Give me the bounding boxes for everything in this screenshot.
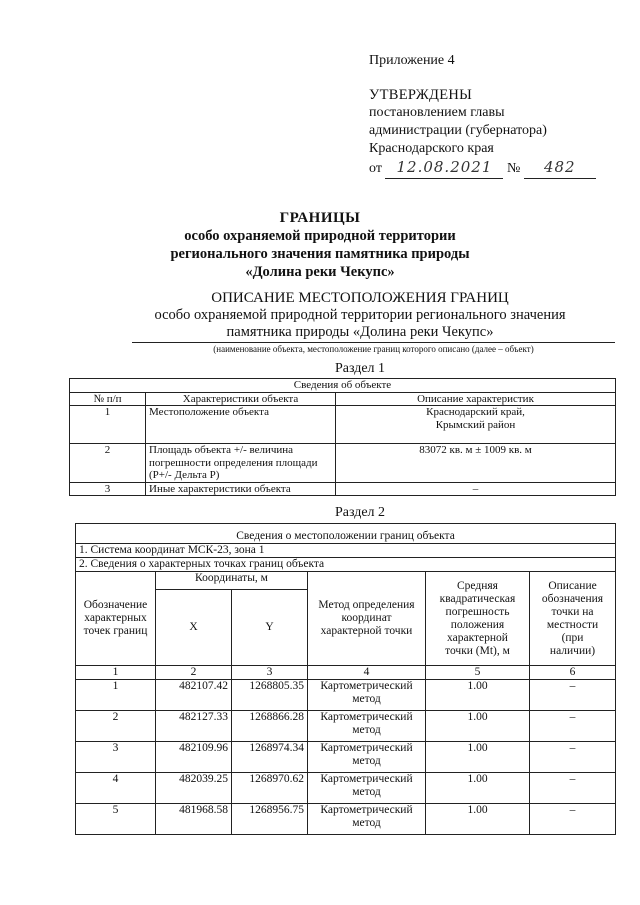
point-x: 482039.25: [156, 773, 232, 804]
row-value-line-1: Краснодарский край,: [426, 406, 525, 418]
point-error: 1.00: [426, 804, 530, 835]
point-x: 482127.33: [156, 711, 232, 742]
table-row: [76, 773, 616, 804]
header-descr-line-4: местности: [546, 618, 599, 631]
description-line-3: памятника природы «Долина реки Чекупс»: [226, 324, 494, 340]
row-characteristic-line-2: погрешности определения площади: [149, 456, 318, 469]
object-info-table: [69, 378, 616, 496]
header-error-line-2: квадратическая: [439, 592, 516, 605]
row-characteristic: Иные характеристики объекта: [146, 482, 336, 496]
approval-line-3: Краснодарского края: [369, 141, 494, 156]
row-value-line-2: Крымский район: [435, 418, 516, 431]
approval-line-2: администрации (губернатора): [369, 123, 547, 138]
row-value: –: [336, 482, 616, 496]
point-method: [308, 773, 426, 804]
table-title-row: [70, 379, 616, 393]
header-error: [426, 572, 530, 666]
row-characteristic: Местоположение объекта: [146, 406, 336, 444]
col-number-1: 1: [76, 666, 156, 680]
point-description: –: [530, 773, 616, 804]
description-line-2: особо охраняемой природной территории регионального значения: [154, 307, 566, 323]
point-method-line-2: метод: [352, 755, 381, 767]
row-value: 83072 кв. м ± 1009 кв. м: [336, 444, 616, 483]
point-id: 3: [76, 742, 156, 773]
point-x: 481968.58: [156, 804, 232, 835]
table-row: [76, 680, 616, 711]
points-title: 2. Сведения о характерных точках границ объекта: [76, 558, 616, 572]
point-error: 1.00: [426, 680, 530, 711]
point-method: [308, 804, 426, 835]
header-method: [308, 572, 426, 666]
section-2-heading: Раздел 2: [334, 505, 386, 520]
column-numbers-row: [76, 666, 616, 680]
point-method-line-2: метод: [352, 724, 381, 736]
point-id: 4: [76, 773, 156, 804]
point-method-line-2: метод: [352, 786, 381, 798]
point-y: 1268970.62: [232, 773, 308, 804]
description-line-1: ОПИСАНИЕ МЕСТОПОЛОЖЕНИЯ ГРАНИЦ: [211, 290, 509, 306]
point-method: [308, 680, 426, 711]
header-method-line-1: Метод определения: [318, 599, 415, 611]
col-number-5: 5: [426, 666, 530, 680]
header-designation-line-1: Обозначение: [83, 599, 148, 611]
point-method-line-2: метод: [352, 693, 381, 705]
point-description: –: [530, 742, 616, 773]
point-description: –: [530, 711, 616, 742]
header-designation-line-2: характерных: [84, 612, 147, 624]
table-row: [76, 742, 616, 773]
header-x: X: [156, 590, 232, 666]
header-designation-line-3: точек границ: [83, 625, 148, 637]
description-block: [80, 290, 640, 341]
coordinate-system-row: [76, 544, 616, 558]
table-header-row: [70, 392, 616, 406]
table-row: [70, 406, 616, 444]
row-characteristic-line-1: Площадь объекта +/- величина: [149, 444, 294, 456]
description-underline: [132, 342, 615, 343]
header-method-line-2: координат: [341, 612, 392, 624]
row-value: [336, 406, 616, 444]
header-error-line-4: положения: [450, 618, 505, 631]
date-value: 12.08.2021: [396, 158, 493, 176]
header-designation: [76, 572, 156, 666]
header-descr-line-5: (при: [561, 631, 584, 644]
point-y: 1268956.75: [232, 804, 308, 835]
point-id: 5: [76, 804, 156, 835]
point-x: 482107.42: [156, 680, 232, 711]
header-method-line-3: характерной точки: [320, 625, 413, 637]
point-method-line-2: метод: [352, 817, 381, 829]
point-method-line-1: Картометрический: [320, 680, 413, 692]
header-error-line-3: погрешность: [445, 605, 510, 618]
boundary-info-title: Сведения о местоположении границ объекта: [76, 524, 616, 544]
point-method-line-1: Картометрический: [320, 773, 413, 785]
header-descr-line-6: наличии): [549, 644, 596, 657]
section-1-heading: Раздел 1: [334, 361, 386, 376]
point-method: [308, 742, 426, 773]
point-id: 2: [76, 711, 156, 742]
point-description: –: [530, 680, 616, 711]
col-number-2: 2: [156, 666, 232, 680]
number-value: 482: [543, 158, 576, 176]
point-description: –: [530, 804, 616, 835]
row-number: 1: [70, 406, 146, 444]
header-descr-line-1: Описание: [548, 579, 597, 592]
description-note: (наименование объекта, местоположение границ которого описано (далее – объект): [213, 344, 534, 354]
approval-date-line: [369, 158, 596, 179]
point-method-line-1: Картометрический: [320, 742, 413, 754]
from-label: от: [369, 161, 382, 176]
number-label: №: [506, 161, 521, 176]
table-title-row: [76, 524, 616, 544]
approved-label: УТВЕРЖДЕНЫ: [369, 87, 473, 103]
table-row: [76, 711, 616, 742]
row-characteristic-line-3: (Р+/- Дельта Р): [149, 469, 220, 481]
coordinate-system: 1. Система координат МСК-23, зона 1: [76, 544, 616, 558]
header-error-line-6: точки (Mt), м: [445, 644, 510, 657]
point-x: 482109.96: [156, 742, 232, 773]
table-row: [70, 482, 616, 496]
header-coordinates: Координаты, м: [156, 572, 308, 590]
title-line-4: «Долина реки Чекупс»: [245, 264, 395, 280]
point-method-line-1: Картометрический: [320, 711, 413, 723]
title-line-3: регионального значения памятника природы: [170, 246, 470, 262]
table-row: [76, 804, 616, 835]
row-number: 2: [70, 444, 146, 483]
header-y: Y: [232, 590, 308, 666]
object-info-title: Сведения об объекте: [70, 379, 616, 393]
document-title: [0, 209, 640, 281]
appendix-label: Приложение 4: [369, 53, 455, 68]
point-error: 1.00: [426, 773, 530, 804]
point-id: 1: [76, 680, 156, 711]
point-y: 1268805.35: [232, 680, 308, 711]
point-y: 1268866.28: [232, 711, 308, 742]
header-error-line-5: характерной: [447, 631, 508, 644]
header-descr-line-3: точки на: [551, 605, 594, 618]
col-number-4: 4: [308, 666, 426, 680]
point-error: 1.00: [426, 742, 530, 773]
col-number-6: 6: [530, 666, 616, 680]
points-title-row: [76, 558, 616, 572]
col-number-3: 3: [232, 666, 308, 680]
header-characteristic: Характеристики объекта: [146, 392, 336, 406]
table-row: [70, 444, 616, 483]
number-field: [524, 158, 596, 179]
header-error-line-1: Средняя: [457, 579, 498, 592]
approval-line-1: постановлением главы: [369, 105, 505, 120]
approval-block: [369, 52, 596, 179]
date-field: [385, 158, 503, 179]
title-line-2: особо охраняемой природной территории: [184, 228, 456, 244]
header-description: Описание характеристик: [336, 392, 616, 406]
row-number: 3: [70, 482, 146, 496]
point-y: 1268974.34: [232, 742, 308, 773]
header-point-description: [530, 572, 616, 666]
title-line-1: ГРАНИЦЫ: [279, 210, 361, 226]
header-number: № п/п: [70, 392, 146, 406]
point-method: [308, 711, 426, 742]
row-characteristic: [146, 444, 336, 483]
point-method-line-1: Картометрический: [320, 804, 413, 816]
table-header-row: [76, 572, 616, 590]
header-descr-line-2: обозначения: [541, 592, 604, 605]
boundary-points-table: [75, 523, 616, 835]
point-error: 1.00: [426, 711, 530, 742]
